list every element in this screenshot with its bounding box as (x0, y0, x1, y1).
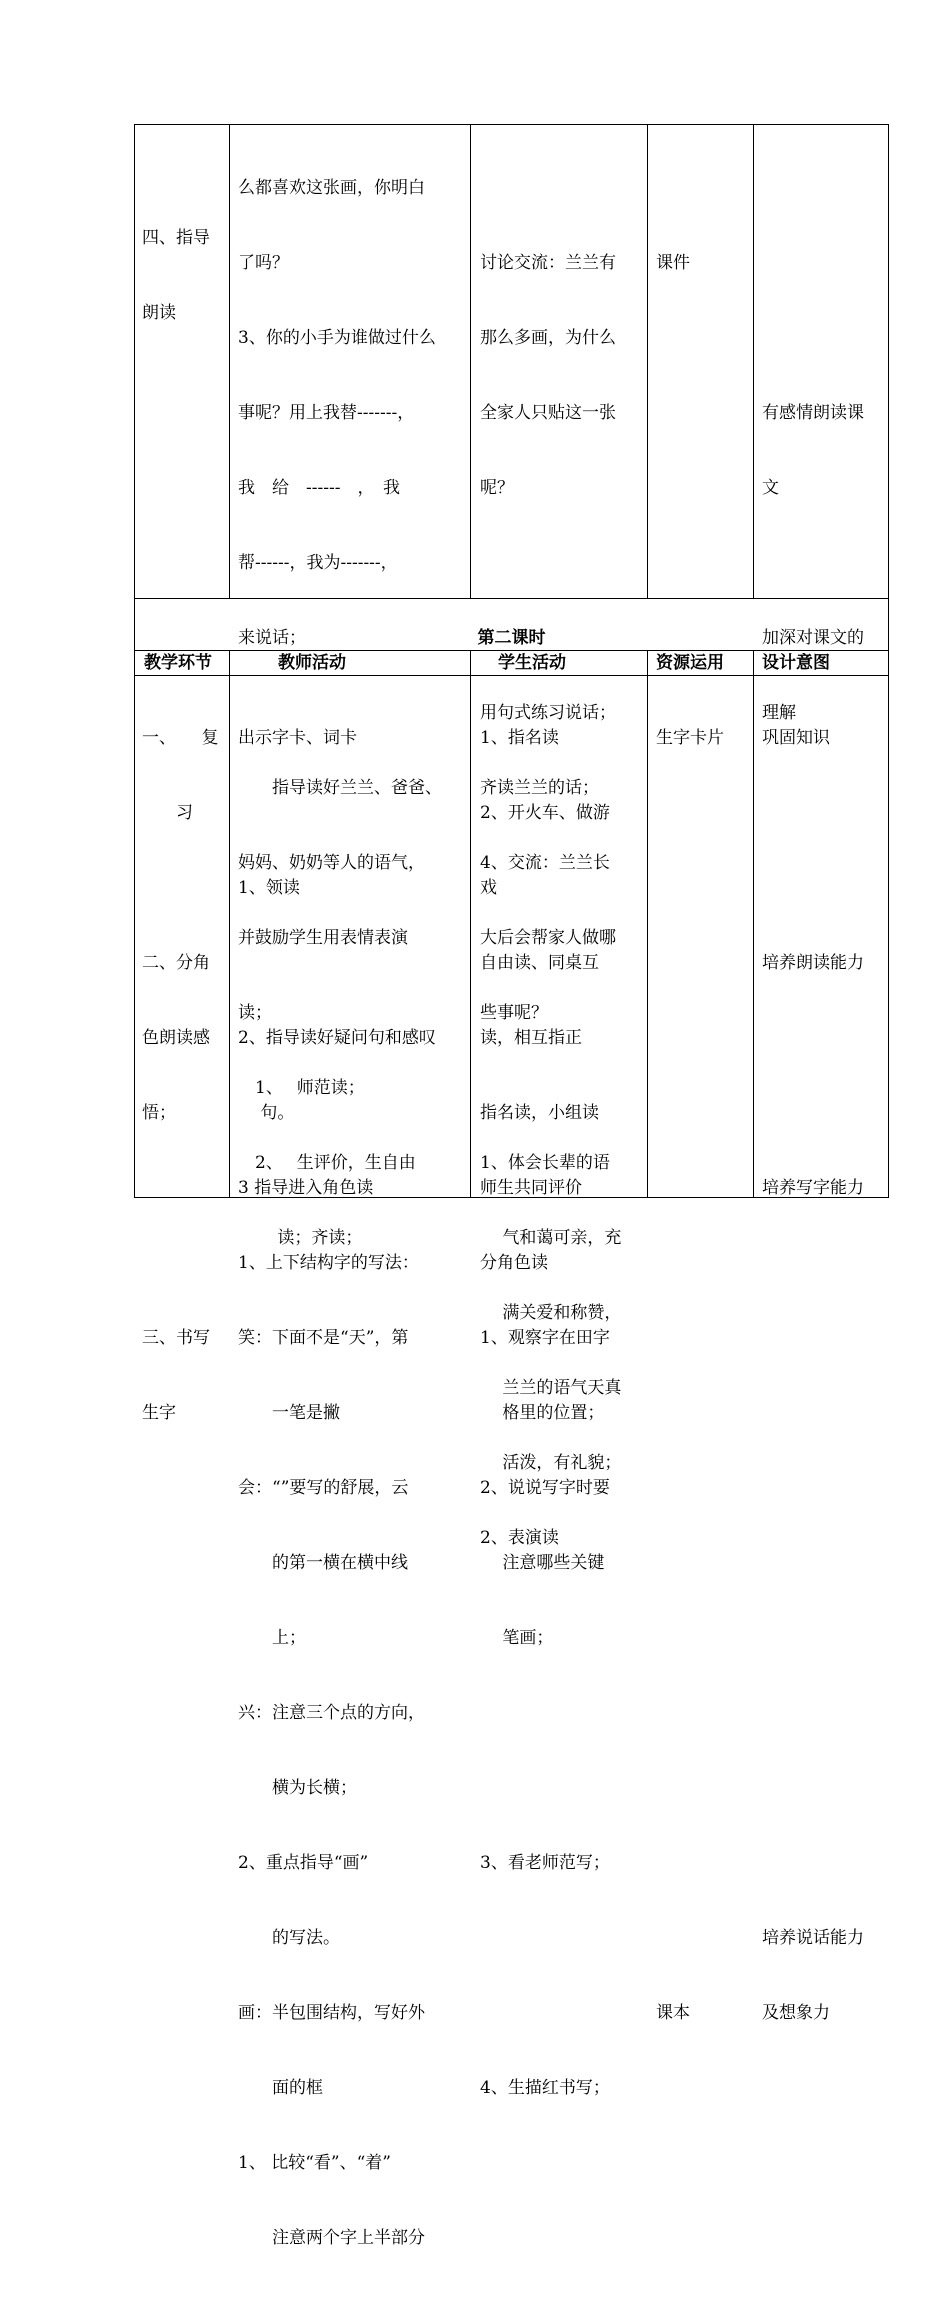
cell-line: 1、 师范读； (238, 1078, 365, 1098)
cell-line: 妈妈、奶奶等人的语气， (238, 853, 425, 873)
cell-line: 生字 (142, 1403, 176, 1423)
cell-line: 画：半包围结构，写好外 (238, 2003, 425, 2023)
cell-line: 戏 (480, 878, 497, 898)
cell-line: 1、观察字在田字 (480, 1328, 610, 1348)
cell-line: 笑：下面不是“天”，第 (238, 1328, 409, 1348)
cell-line (656, 1401, 724, 1426)
column-rule (753, 650, 754, 1198)
cell-line: 全家人只贴这一张 (480, 403, 616, 423)
cell-line: 的写法。 (238, 1928, 340, 1948)
cell-line: 大后会帮家人做哪 (480, 928, 616, 948)
cell-line: 气和蔼可亲，充 (480, 1228, 622, 1248)
cell-line (656, 1101, 724, 1126)
section2-resource-cell (656, 676, 724, 2076)
cell-line: 1、领读 (238, 878, 300, 898)
column-rule (229, 125, 230, 598)
cell-line (762, 801, 864, 826)
cell-line: 巩固知识 (762, 728, 830, 748)
cell-line (238, 951, 436, 976)
cell-line: 并鼓励学生用表情表演 (238, 928, 408, 948)
cell-line (762, 1551, 864, 1576)
header-resource: 资源运用 (656, 653, 724, 673)
cell-line: 理解 (762, 703, 796, 723)
cell-line (656, 876, 724, 901)
cell-line (762, 1851, 864, 1876)
cell-line: 呢？ (480, 478, 514, 498)
cell-line: 面的框 (238, 2078, 323, 2098)
cell-line (762, 1251, 864, 1276)
cell-line: 笔画； (480, 1628, 554, 1648)
section2-student-cell (480, 676, 610, 2151)
cell-line: 有感情朗读课 (762, 403, 864, 423)
cell-line: 指名读，小组读 (480, 1103, 599, 1123)
cell-line: 那么多画，为什么 (480, 328, 616, 348)
cell-line (762, 1326, 864, 1351)
cell-line: 2、指导读好疑问句和感叹 (238, 1028, 436, 1048)
cell-line: 分角色读 (480, 1253, 548, 1273)
cell-line: 帮------，我为-------， (238, 553, 398, 573)
cell-line (656, 1551, 724, 1576)
cell-line: 课件 (656, 253, 690, 273)
cell-line: 讨论交流：兰兰有 (480, 253, 616, 273)
cell-line (656, 1026, 724, 1051)
header-student: 学生活动 (498, 653, 566, 673)
cell-line: 事呢？用上我替-------， (238, 403, 415, 423)
cell-line: 朗读 (142, 303, 176, 323)
cell-line (762, 1026, 864, 1051)
cell-line: 1、 比较“看”、“着” (238, 2153, 391, 2173)
cell-line: 读； (238, 1003, 272, 1023)
cell-line: 些事呢？ (480, 1003, 548, 1023)
cell-line: 上； (238, 1628, 306, 1648)
cell-line: 四、指导 (142, 228, 210, 248)
cell-line: 1、上下结构字的写法： (238, 1253, 419, 1273)
section2-step-cell (142, 676, 219, 1476)
cell-line: 注意两个字上半部分 (238, 2228, 425, 2248)
cell-line: 兴：注意三个点的方向， (238, 1703, 425, 1723)
section1-resource-cell (656, 126, 690, 326)
cell-line (762, 1101, 864, 1126)
header-teacher: 教师活动 (278, 653, 346, 673)
cell-line: 加深对课文的 (762, 628, 864, 648)
cell-line: 用句式练习说话； (480, 703, 616, 723)
cell-line: 课本 (656, 2003, 690, 2023)
cell-line (656, 1851, 724, 1876)
cell-line: 我 给 ------ ， 我 (238, 478, 400, 498)
cell-line (656, 1251, 724, 1276)
cell-line: 师生共同评价 (480, 1178, 582, 1198)
cell-line: 3、你的小手为谁做过什么 (238, 328, 436, 348)
cell-line (656, 1476, 724, 1501)
cell-line: 齐读兰兰的话； (480, 778, 599, 798)
cell-line: 2、 生评价，生自由 (238, 1153, 416, 1173)
cell-line (480, 176, 621, 201)
cell-line (762, 326, 864, 351)
cell-line: 色朗读感 (142, 1028, 210, 1048)
cell-line: 自由读、同桌互 (480, 953, 599, 973)
cell-line: 读；齐读； (238, 1228, 363, 1248)
cell-line (762, 251, 864, 276)
cell-line: 习 (142, 803, 193, 823)
header-intent: 设计意图 (762, 653, 830, 673)
cell-line (656, 951, 724, 976)
cell-line (656, 1776, 724, 1801)
column-rule (470, 125, 471, 598)
cell-line: 培养朗读能力 (762, 953, 864, 973)
column-rule (753, 125, 754, 598)
cell-line: 生字卡片 (656, 728, 724, 748)
cell-line: 一、 复 (142, 728, 219, 748)
cell-line: 文 (762, 478, 779, 498)
cell-line (762, 1476, 864, 1501)
cell-line: 三、书写 (142, 1328, 210, 1348)
cell-line: 培养说话能力 (762, 1928, 864, 1948)
cell-line: 活泼，有礼貌； (480, 1453, 622, 1473)
cell-line: 的第一横在横中线 (238, 1553, 408, 1573)
cell-line: 兰兰的语气天真 (480, 1378, 622, 1398)
cell-line: 2、重点指导“画” (238, 1853, 369, 1873)
cell-line: 横为长横； (238, 1778, 357, 1798)
cell-line: 2、开火车、做游 (480, 803, 610, 823)
cell-line: 了吗？ (238, 253, 289, 273)
cell-line (762, 876, 864, 901)
cell-line: 及想象力 (762, 2003, 830, 2023)
cell-line (480, 551, 621, 576)
cell-line: 悟； (142, 1103, 176, 1123)
cell-line (656, 1626, 724, 1651)
cell-line (656, 176, 690, 201)
cell-line (480, 1701, 610, 1726)
cell-line (656, 801, 724, 826)
cell-line: 2、表演读 (480, 1528, 559, 1548)
cell-line (480, 1926, 610, 1951)
cell-line (762, 176, 864, 201)
cell-line (762, 1701, 864, 1726)
column-rule (470, 650, 471, 1198)
cell-line (656, 1701, 724, 1726)
cell-line (762, 1626, 864, 1651)
cell-line (480, 2001, 610, 2026)
cell-line: 格里的位置； (480, 1403, 605, 1423)
cell-line: 句。 (238, 1103, 295, 1123)
cell-line: 出示字卡、词卡 (238, 728, 357, 748)
cell-line: 指导读好兰兰、爸爸、 (238, 778, 442, 798)
cell-line: 培养写字能力 (762, 1178, 864, 1198)
header-step: 教学环节 (144, 653, 212, 673)
section2-intent-cell (762, 676, 864, 2076)
cell-line (238, 801, 436, 826)
cell-line: 1、指名读 (480, 728, 559, 748)
cell-line: 来说话； (238, 628, 306, 648)
section2-teacher-cell (238, 676, 436, 2301)
cell-line (142, 1176, 219, 1201)
cell-line: 注意哪些关键 (480, 1553, 605, 1573)
cell-line (142, 1251, 219, 1276)
cell-line: 4、生描红书写； (480, 2078, 610, 2098)
column-rule (647, 125, 648, 598)
cell-line (142, 876, 219, 901)
column-rule (647, 650, 648, 1198)
cell-line (480, 1776, 610, 1801)
cell-line: 会：“”要写的舒展，云 (238, 1478, 409, 1498)
cell-line: 读，相互指正 (480, 1028, 582, 1048)
cell-line: 4、交流：兰兰长 (480, 853, 610, 873)
cell-line: 么都喜欢这张画，你明白 (238, 178, 425, 198)
cell-line (656, 1326, 724, 1351)
cell-line: 满关爱和称赞， (480, 1303, 622, 1323)
cell-line: 3、看老师范写； (480, 1853, 610, 1873)
lesson-title: 第二课时 (477, 628, 546, 648)
cell-line (656, 1176, 724, 1201)
cell-line: 1、体会长辈的语 (480, 1153, 610, 1173)
cell-line (762, 1401, 864, 1426)
cell-line: 一笔是撇 (238, 1403, 340, 1423)
cell-line (656, 1926, 724, 1951)
cell-line: 3 指导进入角色读 (238, 1178, 374, 1198)
column-rule (229, 650, 230, 1198)
section1-step-cell (142, 176, 210, 376)
cell-line: 二、分角 (142, 953, 210, 973)
cell-line: 2、说说写字时要 (480, 1478, 610, 1498)
cell-line (762, 551, 864, 576)
cell-line (762, 1776, 864, 1801)
